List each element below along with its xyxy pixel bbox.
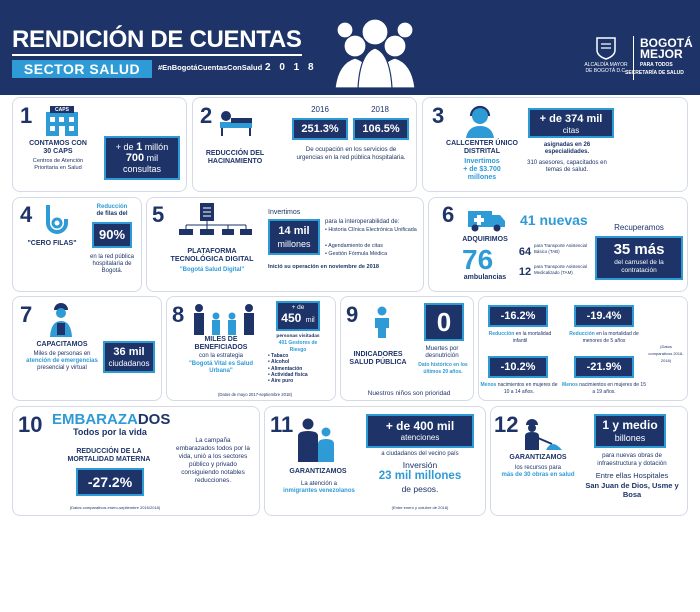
riesgo-bullets bbox=[268, 353, 332, 384]
recuperamos-label: Recuperamos bbox=[614, 223, 664, 232]
section-number-3: 3 bbox=[432, 103, 445, 128]
title-underline bbox=[12, 54, 302, 56]
hospitales-line2: San Juan de Dios, Usme y Bosa bbox=[585, 481, 679, 499]
consultas-big2: 700 bbox=[125, 152, 145, 164]
value-2016-box: 251.3% bbox=[292, 118, 348, 140]
materna-box: -27.2% bbox=[76, 468, 144, 496]
riesgo-item-4: • Actividad física bbox=[268, 371, 308, 378]
tab-count: 64 bbox=[518, 246, 532, 258]
caps-desc: Centros de Atención Prioritaria en Salud bbox=[32, 158, 84, 171]
plataforma-sub: "Bogotá Salud Digital" bbox=[179, 267, 245, 273]
kpi-desc-4-a: Menos bbox=[562, 382, 578, 388]
year-2018: 2018 bbox=[371, 105, 389, 114]
kpi-box-1: -16.2% bbox=[488, 305, 548, 327]
tab-desc: para Transporte Asistencial Básico (TAB) bbox=[534, 243, 587, 254]
hashtag: #EnBogotáCuentasConSalud bbox=[158, 63, 263, 72]
especialidades-desc: asignadas en 26 especialidades. bbox=[543, 142, 591, 155]
capacitamos-line3: presencial y virtual bbox=[37, 365, 87, 371]
callcenter-inv1: Invertimos bbox=[464, 158, 500, 165]
kpi-desc-1-a: Reducción bbox=[488, 331, 515, 337]
digital-devices-icon bbox=[176, 203, 258, 235]
adquirimos-label: ADQUIRIMOS bbox=[462, 236, 508, 243]
hacinamiento-desc: De ocupación en los servicios de urgencias en la red pública hospitalaria. bbox=[296, 146, 406, 161]
beneficiados-line2: "Bogotá Vital es Salud Urbana" bbox=[188, 361, 254, 374]
hospitales-line1: Entre ellas Hospitales bbox=[595, 471, 669, 480]
interop-bullet-2: • Agendamiento de citas bbox=[325, 243, 383, 249]
inversion-pesos: de pesos. bbox=[401, 484, 439, 494]
capacitamos-line1: Miles de personas en bbox=[33, 351, 91, 357]
plataforma-box bbox=[268, 219, 320, 255]
consultas-big1: 1 bbox=[136, 141, 143, 153]
brand-part-1: EMBARAZA bbox=[52, 411, 138, 428]
kpi-desc-4-b: nacimientos en mujeres de 15 a 19 años. bbox=[577, 382, 646, 395]
section-number-7: 7 bbox=[20, 302, 33, 327]
caps-sign: CAPS bbox=[55, 107, 69, 113]
plataforma-inv: Invertimos bbox=[268, 209, 301, 216]
year: 2 0 1 8 bbox=[265, 62, 317, 73]
doctor-patient-icon bbox=[296, 418, 336, 462]
plataforma-value: 14 mil bbox=[278, 225, 310, 237]
personas-visitadas: personas visitadas bbox=[276, 334, 320, 339]
construction-worker-icon bbox=[520, 416, 564, 450]
riesgo-item-3: • Alimentación bbox=[268, 365, 303, 372]
asesores-desc: 310 asesores, capacitados en temas de salud. bbox=[527, 160, 607, 173]
beneficiados-title: MILES DE BENEFICIADOS bbox=[194, 336, 248, 351]
consultas-box bbox=[104, 136, 180, 180]
rescuer-icon bbox=[48, 301, 74, 337]
ambulancias-count: 76 bbox=[462, 244, 494, 275]
garantizamos-title-12: GARANTIZAMOS bbox=[509, 454, 567, 461]
kpi-desc-3-b: nacimientos en mujeres de 10 a 14 años. bbox=[496, 382, 558, 395]
reduccion-line1: Reducción bbox=[96, 204, 128, 210]
section-number-4: 4 bbox=[20, 202, 33, 227]
brand-part-2: DOS bbox=[137, 411, 171, 428]
kpi-desc-2-a: Reducción bbox=[569, 331, 595, 337]
garantizamos-title-11: GARANTIZAMOS bbox=[289, 468, 347, 475]
beneficiados-line1: con la estrategia bbox=[198, 353, 244, 359]
billones-value: 1 y medio bbox=[602, 418, 658, 432]
riesgo-item-1: • Tabaco bbox=[268, 353, 289, 359]
tam-count: 12 bbox=[518, 266, 532, 278]
atenciones-label: atenciones bbox=[400, 433, 440, 442]
desnutricion-box: 0 bbox=[424, 303, 464, 341]
consultas-pre: + de bbox=[115, 142, 137, 152]
section-number-9: 9 bbox=[346, 302, 359, 327]
section-number-6: 6 bbox=[442, 202, 455, 227]
riesgo-item-2: • Alcohol bbox=[268, 359, 290, 366]
callcenter-agent-icon bbox=[463, 104, 497, 138]
riesgo-tabaco: Tabaco bbox=[271, 353, 289, 359]
plataforma-title: PLATAFORMA TECNOLÓGICA DIGITAL bbox=[170, 246, 254, 263]
callcenter-inv3: millones bbox=[467, 174, 497, 181]
page-title: RENDICIÓN DE CUENTAS bbox=[12, 26, 302, 53]
citas-label: citas bbox=[562, 126, 580, 135]
logo-line-1: BOGOTÁ bbox=[640, 36, 693, 50]
page-subtitle: SECTOR SALUD bbox=[12, 60, 152, 78]
cero-filas-title: "CERO FILAS" bbox=[27, 240, 77, 247]
capacitamos-title: CAPACITAMOS bbox=[36, 341, 88, 348]
embarazados-brand bbox=[52, 411, 170, 428]
atenciones-value: + de 400 mil bbox=[385, 419, 455, 433]
section-number-2: 2 bbox=[200, 103, 213, 128]
desnutricion-desc: Muertes por desnutrición bbox=[425, 345, 459, 359]
consultas-mil: mil bbox=[144, 153, 159, 163]
family-icon bbox=[190, 303, 258, 335]
alcaldia-label: ALCALDÍA MAYOR DE BOGOTÁ D.C. bbox=[584, 62, 628, 74]
child-icon bbox=[372, 306, 392, 338]
obras-line1: los recursos para bbox=[514, 465, 562, 471]
ciudadanos-value: 36 mil bbox=[113, 346, 145, 358]
kpi-desc-4 bbox=[562, 382, 646, 396]
plataforma-unit: millones bbox=[277, 239, 311, 249]
consultas-post: consultas bbox=[122, 164, 162, 174]
atenciones-box bbox=[366, 414, 474, 448]
logo-line-2: MEJOR bbox=[640, 47, 683, 61]
indicadores-title: INDICADORES SALUD PÚBLICA bbox=[349, 351, 407, 366]
interop-bullet-1: • Historia Clínica Electrónica Unificada bbox=[325, 227, 417, 233]
riesgo-alcohol: Alcohol bbox=[270, 359, 290, 366]
kpi-desc-1-b: en la mortalidad infantil bbox=[512, 331, 552, 344]
cero-filas-pct-box: 90% bbox=[92, 222, 132, 248]
interop-item-2: Agendamiento de citas bbox=[328, 243, 383, 249]
comparativos-note: (Datos comparativos 2016-2018) bbox=[648, 344, 684, 363]
callcenter-inv2: + de $3.700 bbox=[463, 166, 501, 173]
ambulance-icon bbox=[466, 205, 506, 233]
bogota-seal-icon bbox=[595, 36, 617, 60]
year-2016: 2016 bbox=[311, 105, 329, 114]
ambulancias-label: ambulancias bbox=[463, 274, 507, 281]
carrusel-desc: del carrusel de la contratación bbox=[614, 259, 664, 274]
brand-tagline: Todos por la vida bbox=[73, 427, 147, 437]
visitadas-pre: + de bbox=[291, 304, 305, 311]
riesgo-alimentacion: Alimentación bbox=[270, 365, 303, 372]
value-2018-box: 106.5% bbox=[353, 118, 409, 140]
riesgo-aire: Aire puro bbox=[270, 378, 294, 385]
ciudadanos-label: ciudadanos bbox=[108, 359, 150, 368]
riesgo-actividad: Actividad física bbox=[270, 371, 308, 378]
hospital-bed-icon bbox=[216, 108, 256, 138]
cero-filas-icon bbox=[42, 203, 72, 237]
materna-desc: La campaña embarazados todos por la vida, unió a los sectores público y privado consiguiendo notables reducciones. bbox=[176, 437, 250, 484]
section-number-10: 10 bbox=[18, 412, 43, 437]
plataforma-desc: Inició su operación en noviembre de 2018 bbox=[268, 264, 379, 270]
capacitamos-line2: atención de emergencias bbox=[26, 358, 98, 364]
beneficiados-note: (Datos de mayo 2017-septiembre 2018) bbox=[217, 392, 293, 397]
section-number-11: 11 bbox=[270, 412, 294, 437]
kpi-desc-3-a: Menos bbox=[480, 382, 497, 388]
riesgo-item-5: • Aire puro bbox=[268, 378, 294, 385]
obras-line2: más de 30 obras en salud bbox=[501, 472, 575, 478]
cero-filas-desc: en la red pública hospitalaria de Bogotá. bbox=[89, 254, 135, 274]
interop-item-3: Gestión Fórmula Médica bbox=[328, 251, 388, 257]
billones-label: billones bbox=[614, 433, 646, 443]
billones-box bbox=[594, 414, 666, 448]
caps-title: CONTAMOS CON 30 CAPS bbox=[29, 140, 87, 155]
people-group-icon bbox=[330, 8, 420, 88]
vecino-pais: a ciudadanos del vecino país bbox=[381, 451, 459, 457]
nuevas-label: 41 nuevas bbox=[520, 212, 588, 228]
visitadas-value: 450 bbox=[281, 311, 302, 325]
inversion-label: Inversión bbox=[402, 460, 438, 470]
section-number-12: 12 bbox=[494, 412, 519, 437]
kpi-box-4: -21.9% bbox=[574, 356, 634, 378]
ciudadanos-box bbox=[103, 341, 155, 373]
kpi-box-2: -19.4% bbox=[574, 305, 634, 327]
kpi-desc-3 bbox=[480, 382, 558, 396]
materna-note: (Datos comparativos enero-septiembre 2016/2018) bbox=[69, 505, 161, 510]
citas-box bbox=[528, 108, 614, 138]
materna-title: REDUCCIÓN DE LA MORTALIDAD MATERNA bbox=[67, 448, 151, 463]
infraestructura-desc: para nuevas obras de infraestructura y dotación bbox=[597, 452, 667, 467]
kpi-desc-2-b: en la mortalidad de menores de 5 años bbox=[582, 331, 639, 344]
kpi-desc-1 bbox=[482, 331, 558, 345]
visitadas-box bbox=[276, 301, 320, 331]
logo-line-3: PARA TODOS bbox=[640, 62, 673, 68]
secretaria-label: SECRETARÍA DE SALUD bbox=[625, 70, 684, 76]
consultas-mid: millón bbox=[142, 142, 169, 152]
carrusel-value: 35 más bbox=[613, 241, 665, 258]
venezolanos-line1: La atención a bbox=[300, 481, 338, 487]
venezolanos-line2: inmigrantes venezolanos bbox=[283, 488, 355, 494]
callcenter-title: CALLCENTER ÚNICO DISTRITAL bbox=[446, 140, 518, 155]
inversion-value: 23 mil millones bbox=[378, 470, 462, 482]
section-number-8: 8 bbox=[172, 302, 185, 327]
gestores-riesgo: 401 Gestores de Riesgo bbox=[278, 340, 318, 353]
kpi-box-3: -10.2% bbox=[488, 356, 548, 378]
hacinamiento-title: REDUCCIÓN DEL HACINAMIENTO bbox=[205, 150, 265, 165]
header bbox=[0, 0, 700, 95]
interop-label: para la interoperabilidad de: bbox=[325, 219, 400, 225]
kpi-desc-2 bbox=[562, 331, 646, 345]
interop-item-1: Historia Clínica Electrónica Unificada bbox=[328, 227, 417, 233]
visitadas-mil: mil bbox=[305, 317, 315, 324]
prioridad-label: Nuestros niños son prioridad bbox=[367, 390, 451, 397]
bogota-logo bbox=[640, 38, 693, 71]
historico-desc: Dato histórico en los últimos 20 años. bbox=[418, 362, 468, 375]
reduccion-line2: de filas del bbox=[96, 211, 128, 217]
carrusel-box bbox=[595, 236, 683, 280]
section-number-5: 5 bbox=[152, 202, 165, 227]
interop-bullet-3: • Gestión Fórmula Médica bbox=[325, 251, 388, 257]
inversion-note: (Entre enero y octubre de 2018) bbox=[391, 505, 449, 510]
citas-value: + de 374 mil bbox=[539, 113, 603, 125]
section-number-1: 1 bbox=[20, 103, 33, 128]
tam-desc: para Transporte Asistencial Medicalizado (TAM) bbox=[534, 264, 587, 275]
